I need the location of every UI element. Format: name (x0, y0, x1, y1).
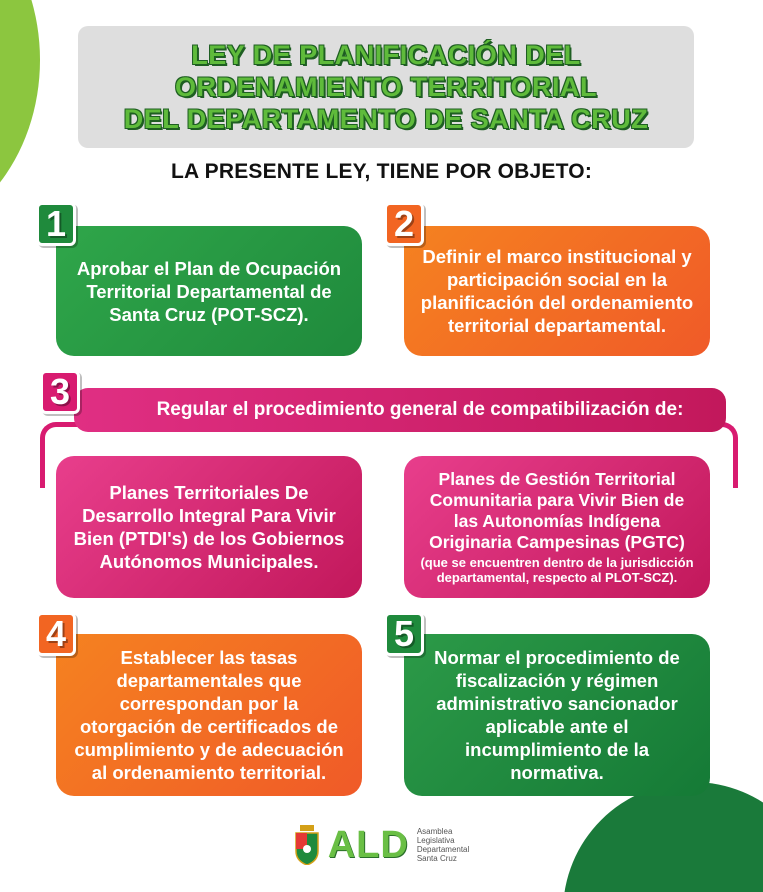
objective-card-3 (74, 388, 726, 432)
objective-text-5: Normar el procedimiento de fiscalización y régimen administrativo sancionador aplicable ante el incumplimiento de la normativa. (434, 647, 680, 783)
title-line-1: LEY DE PLANIFICACIÓN DEL (191, 40, 581, 70)
title-banner (78, 26, 694, 148)
org-line-2: Legislativa (416, 836, 455, 845)
title-line-2: ORDENAMIENTO TERRITORIAL (174, 72, 597, 102)
organization-name (417, 827, 469, 863)
org-line-1: Asamblea (416, 827, 453, 836)
objective-text-4: Establecer las tasas departamentales que correspondan por la otorgación de certificados de cumplimiento y de adecuación al ordenamiento territorial. (74, 647, 344, 783)
title-line-3: DEL DEPARTAMENTO DE SANTA CRUZ (123, 104, 649, 134)
objective-card-2 (404, 226, 710, 356)
sub-item-card-pgtc (404, 456, 710, 598)
sub-item-note-pgtc: (que se encuentren dentro de la jurisdicción departamental, respecto al PLOT-SCZ). (420, 555, 694, 585)
objective-number-1: 1 (36, 202, 76, 246)
objective-number-4: 4 (36, 612, 76, 656)
coat-of-arms-icon (294, 825, 320, 865)
objective-number-3: 3 (40, 370, 80, 414)
ald-logo-text: ALD (327, 823, 409, 866)
footer-logo (0, 818, 763, 872)
decorative-leaf-left (0, 0, 40, 240)
objective-text-3: Regular el procedimiento general de compatibilización de: (156, 399, 684, 420)
objective-text-1: Aprobar el Plan de Ocupación Territorial Departamental de Santa Cruz (POT-SCZ). (76, 257, 342, 325)
objective-number-5: 5 (384, 612, 424, 656)
sub-item-text-ptdi: Planes Territoriales De Desarrollo Integral Para Vivir Bien (PTDI's) de los Gobiernos Autónomos Municipales. (73, 482, 345, 572)
subtitle: LA PRESENTE LEY, TIENE POR OBJETO: (170, 160, 593, 183)
objective-card-5 (404, 634, 710, 796)
org-line-3: Departamental (416, 845, 470, 854)
objective-card-1 (56, 226, 362, 356)
org-line-4: Santa Cruz (416, 854, 457, 863)
sub-item-text-pgtc: Planes de Gestión Territorial Comunitaria para Vivir Bien de las Autonomías Indígena Originaria Campesinas (PGTC) (429, 469, 685, 552)
sub-item-card-ptdi (56, 456, 362, 598)
objective-number-2: 2 (384, 202, 424, 246)
objective-card-4 (56, 634, 362, 796)
objective-text-2: Definir el marco institucional y participación social en la planificación del ordenamiento territorial departamental. (420, 246, 694, 336)
